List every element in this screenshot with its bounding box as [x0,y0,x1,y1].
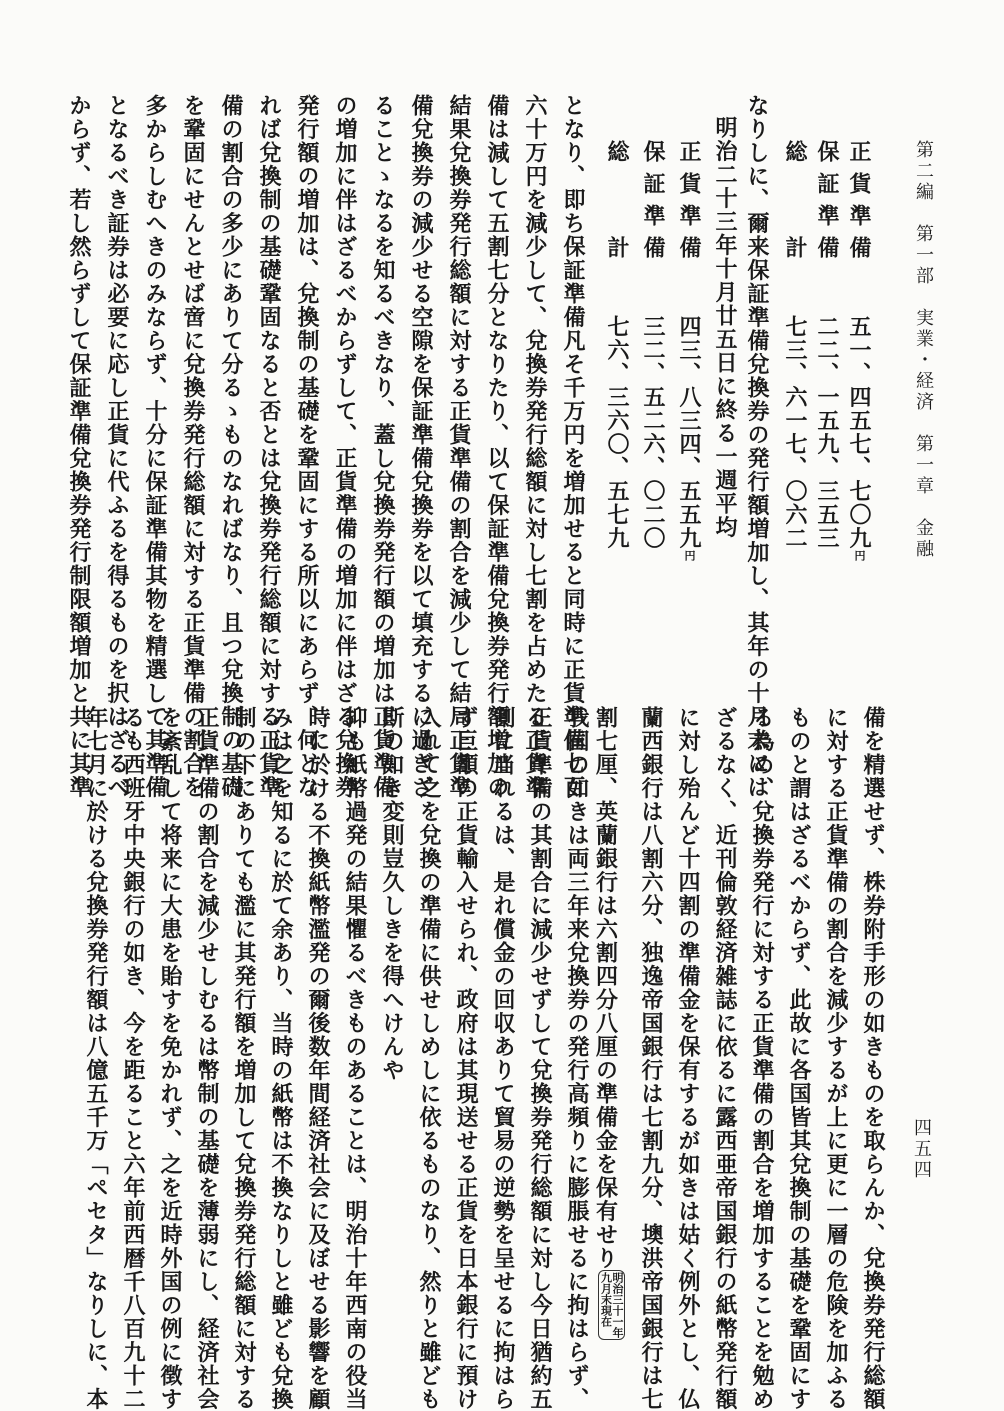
text-line: 蘭西銀行は八割六分、独逸帝国銀行は七割九分、墺洪帝国銀行は七 [638,706,664,1411]
text-line: 年七月に於ける兌換券発行額は八億五千万「ペセタ」なりしに、本 [83,706,109,1411]
table-a-row-value: 七三、六一七、〇六二 [782,315,808,550]
text-line: れば兌換制の基礎鞏固なると否とは兌換券発行総額に対する正貨準 [256,94,282,799]
date-note-line: 明治三十一年 [611,1272,624,1338]
text-line: となり、即ち保証準備凡そ千万円を増加せると同時に正貨準備七百 [560,94,586,799]
text-line: ものと謂はざるべからず、此故に各国皆其兌換制の基礎を鞏固にす [786,706,812,1411]
table-b-row-value: 七六、三六〇、五七九 [604,315,630,550]
table-a-row-label: 正貨準備 [846,140,872,268]
text-line: 備は減して五割七分となりたり、以て保証準備兌換券発行額増加の [484,94,510,799]
table-b-row [678,140,700,561]
text-line: 正貨準備の其割合に減少せずして兌換券発行総額に対し今日猶約五 [527,706,553,1411]
table-a-row-label: 総 計 [782,140,808,268]
text-line: 我国の如きは両三年来兌換券の発行高頻りに膨脹せるに拘はらず、 [564,706,590,1411]
table-a-row [784,140,806,550]
text-line: となるべき証券は必要に応し正貨に代ふるを得るものを択はざるべ [104,94,130,799]
running-head: 第二編 第一部 実業・経済 第一章 金融 [913,140,934,560]
text-line: 多からしむへきのみならず、十分に保証準備其物を精選して其準備 [142,94,168,799]
text-line: みは之を知るに於て余あり、当時の紙幣は不換なりしと雖ども兌換 [268,706,294,1411]
text-line: 抑も紙幣過発の結果懼るべきものあることは、明治十年西南の役当 [342,706,368,1411]
table-a-row-value: 二二、一五九、三五三 [814,315,840,550]
text-line: ず巨額の正貨輸入せられ、政府は其現送せる正貨を日本銀行に預け [453,706,479,1411]
unit-label: 円 [683,550,696,561]
text-line-body: 割七厘、英蘭銀行は六割四分八厘の準備金を保有せり [592,706,619,1270]
table-b-row-value: 四三、八三四、五五九 [676,315,702,550]
text-line: 時に於ける不換紙幣濫発の爾後数年間経済社会に及ぼせる影響を顧 [305,706,331,1411]
text-line: 制の下にありても濫に其発行額を増加して兌換券発行総額に対する [231,706,257,1411]
table-b-caption: 明治二十三年十月廿五日に終る一週平均 [712,116,738,539]
text-line: 割に当れるは、是れ償金の回収ありて貿易の逆勢を呈せるに拘はら [490,706,516,1411]
table-b-row-label: 総 計 [604,140,630,268]
table-b-row-label: 保証準備 [640,140,666,268]
text-line: 備の割合の多少にありて分るゝものなればなり、且つ兌換制の基礎 [218,94,244,799]
text-line: を紊乱して将来に大患を貽すを免かれず、之を近時外国の例に徴す [157,706,183,1411]
text-line: 正貨準備の割合を減少せしむるは幣制の基礎を薄弱にし、経済社会 [194,706,220,1411]
text-line: に対する正貨準備の割合を減少するが上に更に一層の危険を加ふる [823,706,849,1411]
table-b-row [642,140,664,550]
table-a-row-value: 五一、四五七、七〇九 [846,315,872,550]
date-note-line: 九月末現在 [599,1272,613,1327]
text-line: の増加に伴はざるべからずして、正貨準備の増加に伴はざる兌換券 [332,94,358,799]
text-line: を鞏固にせんとせば啻に兌換券発行総額に対する正貨準備の割合を [180,94,206,799]
text-line: 斯の如き変則豈久しきを得へけんや [379,706,405,1082]
text-line: に対し殆んど十四割の準備金を保有するが如きは姑く例外とし、仏 [675,706,701,1411]
table-a-row-label: 保証準備 [814,140,840,268]
text-line: からず、若し然らずして保証準備兌換券発行制限額増加と共に其準 [66,94,92,799]
text-line [594,706,625,1340]
text-line: 発行額の増加は、兌換制の基礎を鞏固にする所以にあらず、何とな [294,94,320,799]
text-line: る為め、兌換券発行に対する正貨準備の割合を増加することを勉め [749,706,775,1411]
table-b-row-value: 三二、五二六、〇二〇 [640,315,666,550]
text-line: 入れて之を兌換の準備に供せしめしに依るものなり、然りと雖ども [416,706,442,1411]
table-b-row [606,140,628,550]
page-number: 四五四 [911,1118,932,1181]
table-a-row [816,140,838,550]
text-line: 備兌換券の減少せる空隙を保証準備兌換券を以て填充するに過ぎざ [408,94,434,799]
text-line: ることゝなるを知るべきなり、蓋し兌換券発行額の増加は正貨準備 [370,94,396,799]
text-line: 六十万円を減少して、兌換券発行総額に対し七割を占めたる正貨準 [522,94,548,799]
unit-label: 円 [853,550,866,561]
table-a-row [848,140,870,561]
date-note [598,1270,625,1340]
text-line: なりしに、爾来保証準備兌換券の発行額増加し、其年の十月末には [744,94,770,799]
table-b-row-label: 正貨準備 [676,140,702,268]
text-line: ざるなく、近刊倫敦経済雑誌に依るに露西亜帝国銀行の紙幣発行額 [712,706,738,1411]
text-line: るも西班牙中央銀行の如き、今を距ること六年前西暦千八百九十二 [120,706,146,1411]
text-line: 結果兌換券発行総額に対する正貨準備の割合を減少して結局正貨準 [446,94,472,799]
text-line: 備を精選せず、株券附手形の如きものを取らんか、兌換券発行総額 [860,706,886,1411]
